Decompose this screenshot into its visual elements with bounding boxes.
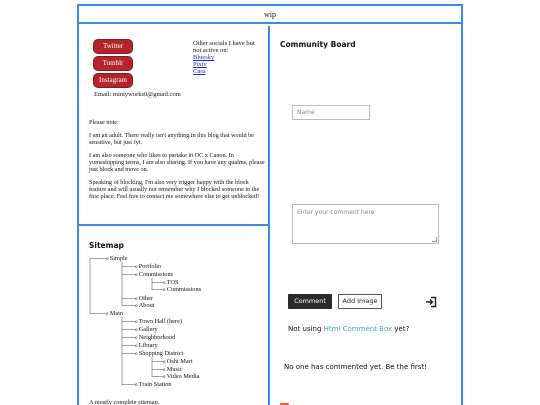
sitemap-item[interactable]: o Other [135, 295, 153, 303]
left-column [79, 26, 270, 405]
community-board-title: Community Board [280, 40, 356, 49]
comment-placeholder: Enter your comment here [297, 209, 375, 216]
page-title: wip [79, 6, 461, 24]
sitemap-item[interactable]: o Video Media [163, 373, 199, 381]
not-using-prefix: Not using [288, 325, 322, 333]
html-comment-box-link[interactable]: Html Comment Box [323, 325, 393, 333]
pixiv-link[interactable]: Pixiv [193, 61, 207, 68]
resize-handle-icon[interactable] [432, 237, 437, 242]
sitemap-item[interactable]: o Neighborhood [135, 334, 175, 342]
note-paragraph: I am also someone who likes to partake in OC x Canon. In yumeshipping terms, I am also sharing. If you have any qualms, please just block and move on. [89, 152, 265, 173]
other-socials [193, 40, 261, 75]
sitemap-item[interactable]: o Gallery [135, 326, 158, 334]
notes [89, 119, 265, 206]
empty-comments-message: No one has commented yet. Be the first! [284, 363, 428, 371]
notes-heading: Please note: [89, 119, 119, 126]
other-socials-heading: Other socials I have but not active on: [193, 40, 255, 54]
community-board [272, 26, 461, 405]
sitemap-item[interactable]: o Portfolio [135, 263, 161, 271]
bluesky-link[interactable]: Bluesky [193, 54, 215, 61]
sitemap-item[interactable]: o Simple [106, 255, 128, 263]
note-paragraph: Speaking of blocking, I'm also very trigger happy with the block feature and will usually not remember why I blocked someone in the first place. Feel free to contact me somewhere else to get unblocked! [89, 179, 260, 200]
sitemap-item[interactable]: o Town Hall (here) [135, 318, 182, 326]
not-using-suffix: yet? [394, 325, 410, 333]
sitemap-item[interactable]: o Library [135, 342, 158, 350]
twitter-button[interactable]: Twitter [94, 40, 132, 53]
sitemap-title: Sitemap [89, 241, 124, 250]
name-input[interactable]: Name [292, 105, 370, 120]
sitemap-caption: A mostly complete sitemap. [89, 399, 160, 405]
add-image-button[interactable]: Add Image [338, 294, 382, 309]
tumblr-button[interactable]: Tumblr [94, 57, 132, 70]
sitemap-item[interactable]: o About [135, 302, 155, 310]
sitemap-panel [79, 228, 268, 405]
login-icon[interactable] [425, 296, 437, 308]
comment-button[interactable]: Comment [288, 294, 332, 309]
sitemap-tree [89, 255, 265, 393]
sitemap-item[interactable]: o Main [106, 310, 123, 318]
cara-link[interactable]: Cara [193, 68, 206, 75]
about-panel [79, 26, 268, 226]
sitemap-item[interactable]: o Music [163, 366, 183, 374]
sitemap-item[interactable]: o Commissions [135, 271, 173, 279]
page-frame [77, 4, 463, 405]
instagram-button[interactable]: Instagram [94, 74, 132, 87]
email-text: Email: mintyworks0@gmail.com [94, 91, 181, 98]
sitemap-item[interactable]: o Oshi Mart [163, 358, 192, 366]
sitemap-item[interactable]: o Commissions [163, 286, 201, 294]
sitemap-item[interactable]: o TOS [163, 279, 179, 287]
sitemap-item[interactable]: o Shopping District [135, 350, 183, 358]
comment-textarea[interactable] [292, 204, 439, 244]
not-using-text [288, 325, 409, 333]
sitemap-item[interactable]: o Train Station [135, 381, 172, 389]
note-paragraph: I am an adult. There really isn't anything in this blog that would be sensitive, but just fyi. [89, 132, 254, 146]
